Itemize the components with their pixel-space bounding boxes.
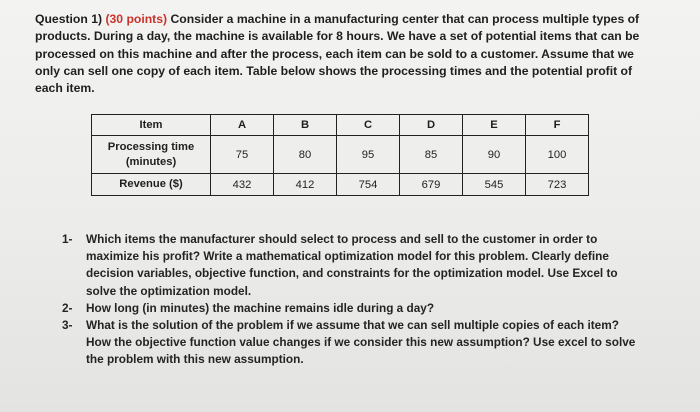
table-cell: 412	[274, 174, 337, 196]
subquestion-list	[62, 231, 642, 369]
table-header-row	[92, 115, 589, 136]
points-label: (30 points)	[105, 12, 168, 26]
list-item	[62, 317, 642, 369]
table-cell: 80	[274, 136, 337, 174]
subquestion-number: 3-	[62, 318, 73, 333]
table-cell: 679	[400, 174, 463, 196]
subquestion-number: 1-	[62, 232, 73, 246]
items-table	[91, 114, 589, 196]
table-cell: 754	[337, 174, 400, 196]
subquestion-text: How long (in minutes) the machine remains idle during a day?	[86, 300, 435, 315]
revenue-label: Revenue ($)	[92, 174, 211, 196]
table-cell: 432	[211, 174, 274, 196]
question-paragraph	[35, 11, 655, 97]
question-text: Consider a machine in a manufacturing center that can process multiple types of products. During a day, the machine is available for 8 hours. We have a set of potential items that can be processed on this machine and after the process, each item can be sold to a customer. Assume that we only can sell one copy of each item. Table below shows the processing times and the potential profit of each item.	[35, 12, 640, 96]
table-cell: 90	[463, 136, 526, 174]
table-cell: 545	[463, 174, 526, 196]
item-header-b: B	[274, 115, 337, 136]
table-cell: 85	[400, 136, 463, 174]
table-cell: 100	[526, 136, 589, 174]
subquestion-text: Which items the manufacturer should select to process and sell to the customer in order to maximize his profit? Write a mathematical optimization model for this problem. Clearly define decision variables, objective function, and constraints for the optimization model. Use Excel to solve the optimization model.	[86, 232, 618, 298]
subquestion-text: What is the solution of the problem if we assume that we can sell multiple copies of each item? How the objective function value changes if we consider this new assumption? Use excel to solve the problem with this new assumption.	[86, 318, 636, 367]
item-header-cell: Item	[92, 115, 211, 136]
item-header-c: C	[337, 115, 400, 136]
list-item	[62, 300, 642, 317]
list-item	[62, 231, 642, 300]
table-row-revenue	[92, 174, 589, 196]
items-table-container	[91, 114, 589, 196]
table-cell: 75	[211, 136, 274, 174]
subquestion-number: 2-	[62, 300, 73, 315]
processing-time-label: Processing time (minutes)	[92, 136, 211, 174]
question-label: Question 1)	[35, 12, 103, 26]
table-row-processing-time	[92, 136, 589, 174]
item-header-e: E	[463, 115, 526, 136]
table-cell: 95	[337, 136, 400, 174]
table-cell: 723	[526, 174, 589, 196]
item-header-f: F	[526, 115, 589, 136]
item-header-a: A	[211, 115, 274, 136]
item-header-d: D	[400, 115, 463, 136]
